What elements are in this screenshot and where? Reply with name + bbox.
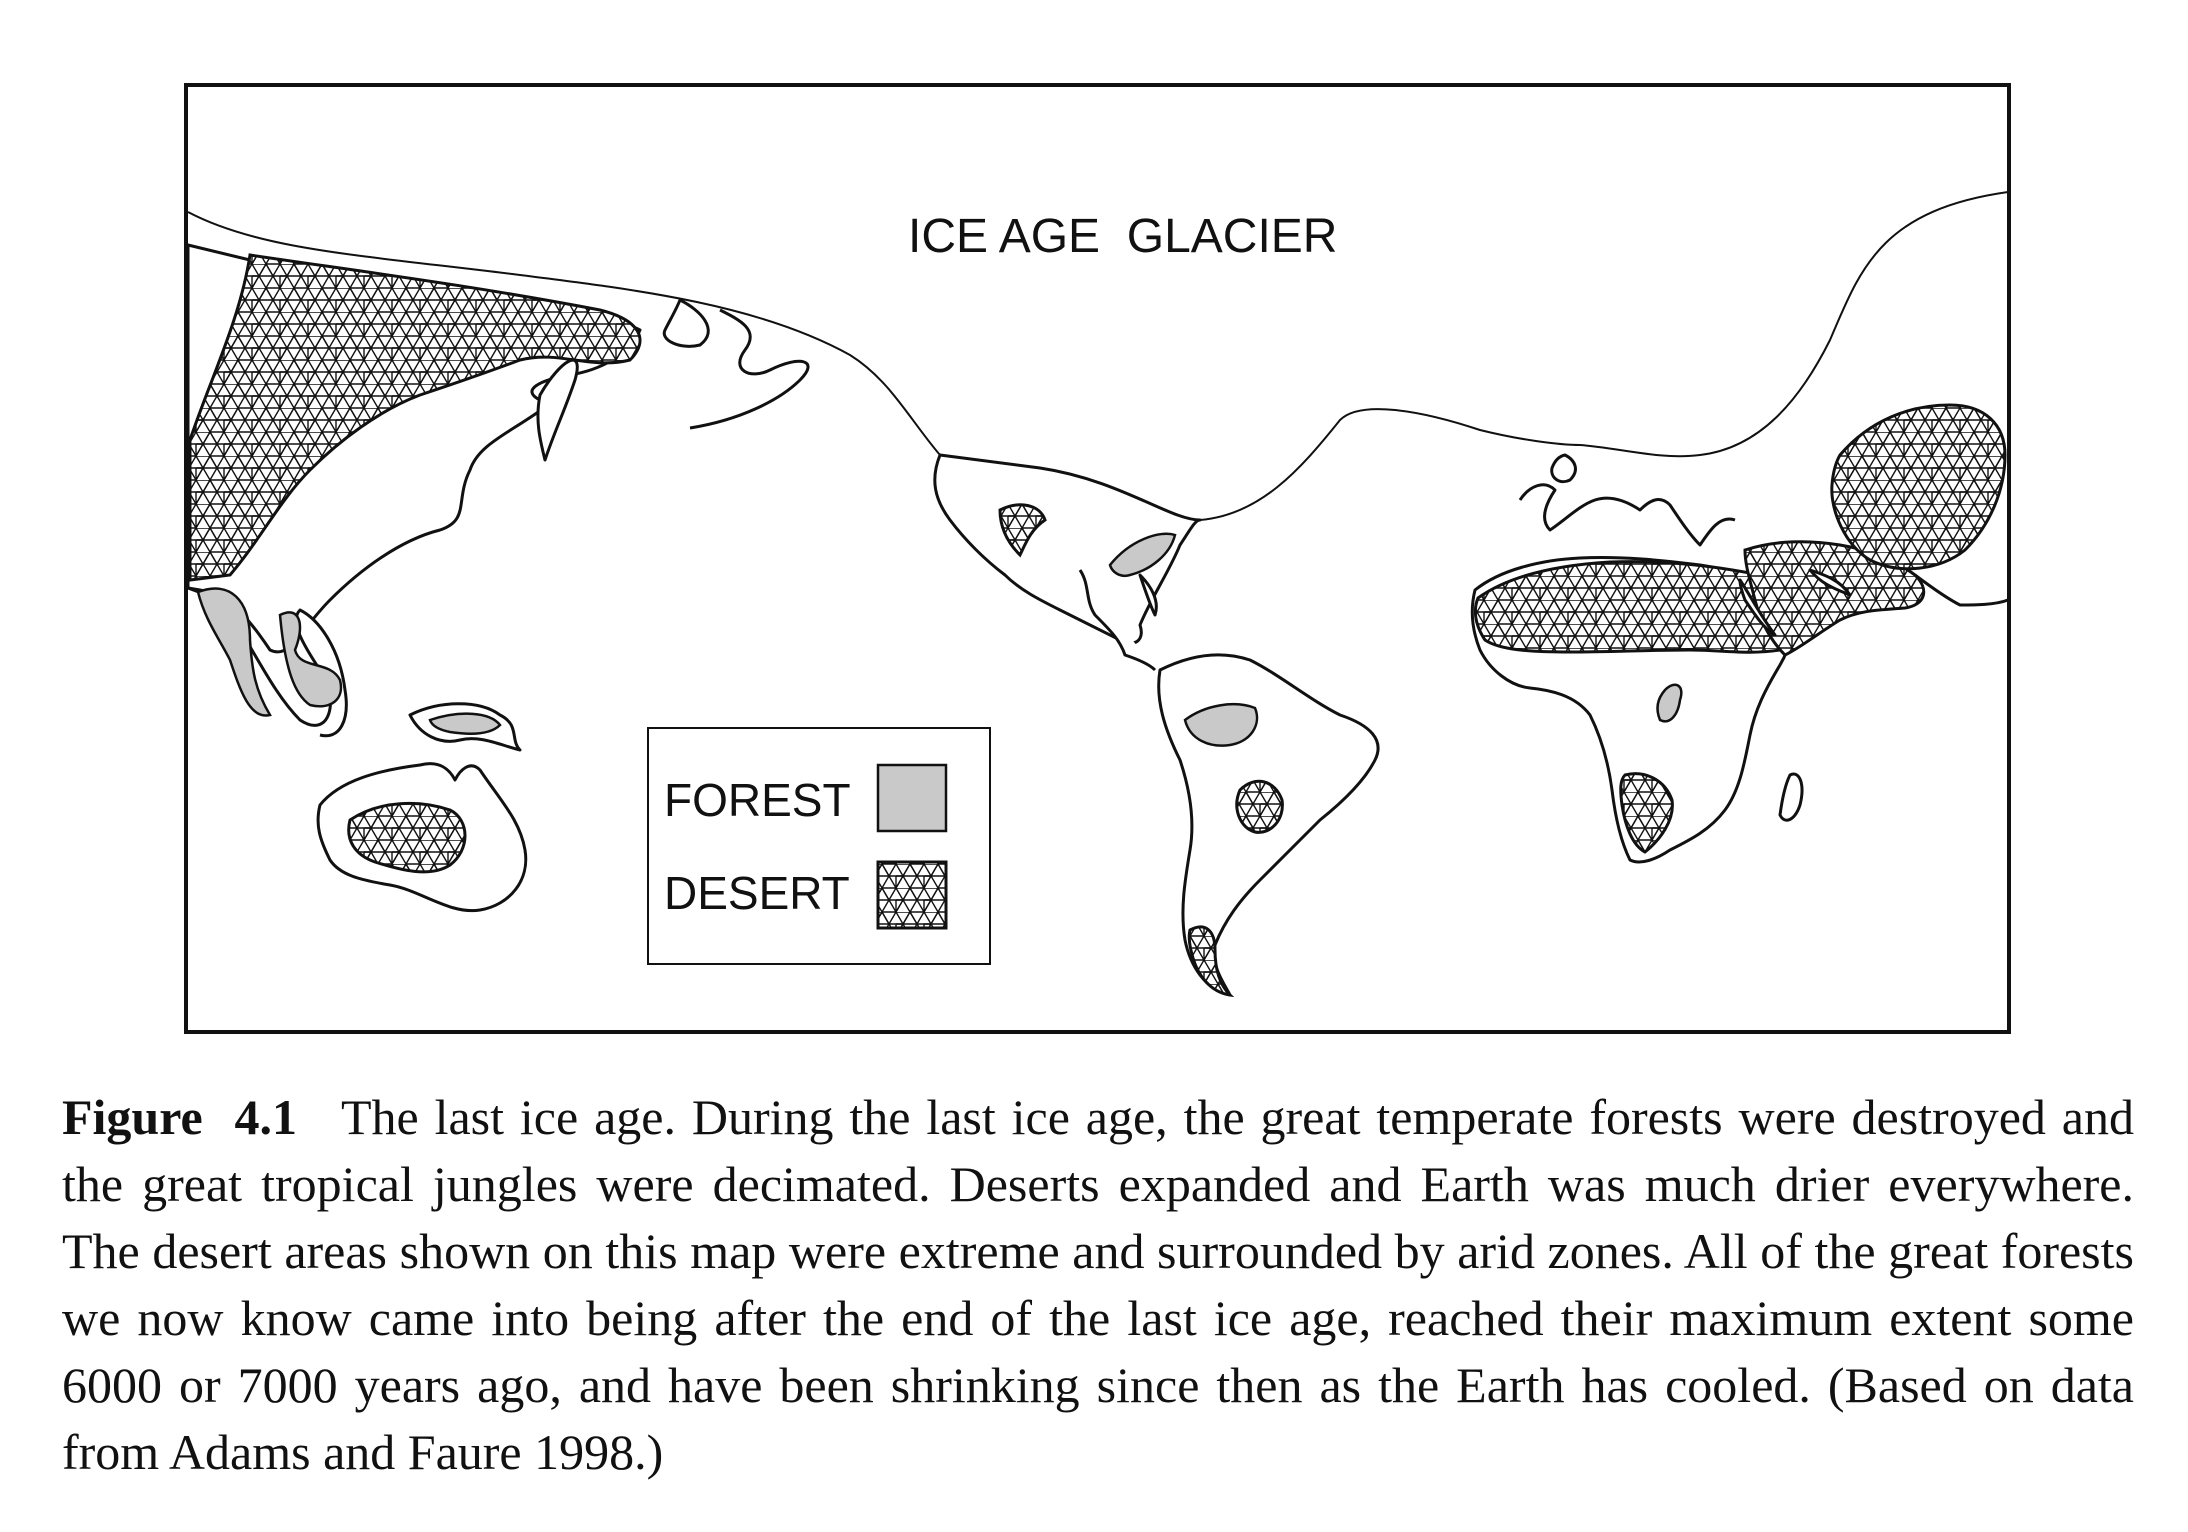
figure-caption [62, 1084, 2134, 1486]
caption-text: The last ice age. During the last ice age, the great temperate forests were destroyed and the great tropical jungles were decimated. Deserts expanded and Earth was much drier everywhere. The desert areas shown on this map were extreme and surrounded by arid zones. All of the great forests we now know came into being after the end of the last ice age, reached their maximum extent some 6000 or 7000 years ago, and have been shrinking since then as the Earth has cooled. (Based on data from Adams and Faure 1998.) [62, 1089, 2134, 1480]
legend-forest-label: FOREST [664, 774, 851, 826]
legend-desert-swatch [878, 862, 946, 928]
brazil-desert [1237, 781, 1283, 832]
figure-label: Figure 4.1 [62, 1089, 297, 1145]
legend-forest-swatch [878, 765, 946, 831]
legend-desert-label: DESERT [664, 867, 850, 919]
sahara-desert [1475, 562, 1788, 653]
glacier-label: ICE AGE GLACIER [908, 210, 1338, 263]
